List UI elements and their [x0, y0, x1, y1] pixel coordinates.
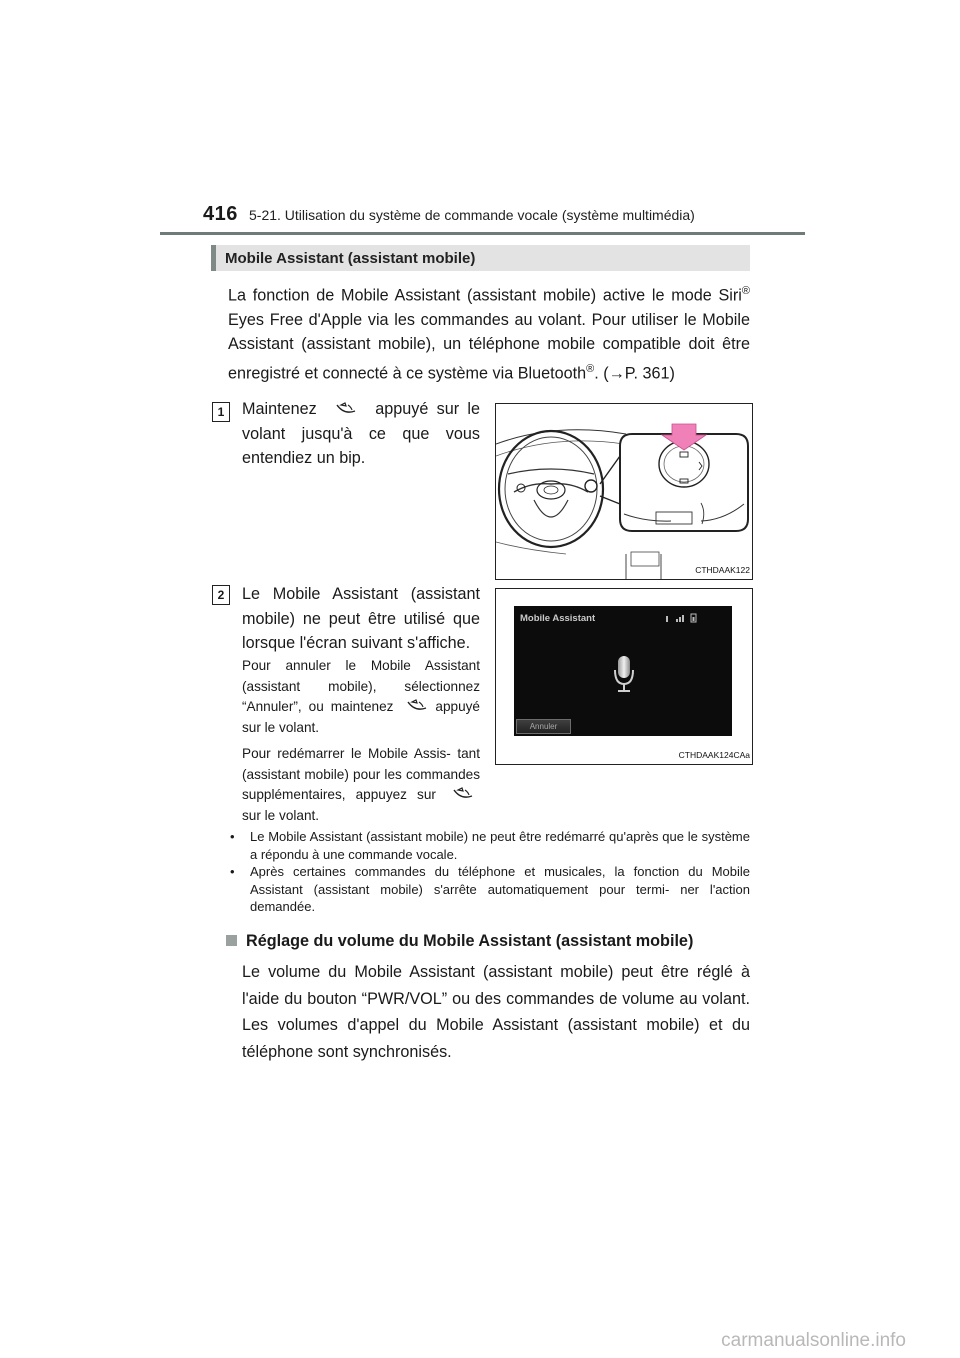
step1-text [242, 397, 480, 471]
bullet-dot: • [230, 864, 235, 879]
intro-paragraph [228, 279, 750, 386]
intro-text-2: Eyes Free d'Apple via les commandes au volant. Pour utiliser le Mobile Assistant (assistant mobile), un téléphone mobile compatible doit être enregistré et connecté à ce système via Bluetooth [228, 310, 750, 383]
screen-title: Mobile Assistant [520, 613, 596, 624]
header-rule [160, 232, 805, 235]
step1-text-before: Maintenez [242, 400, 317, 418]
cancel-button[interactable]: Annuler [516, 719, 571, 734]
step1-text-after: appuyé sur le volant jusqu'à ce que vous entendiez un bip. [242, 400, 480, 467]
step2-text: Le Mobile Assistant (assistant mobile) ne peut être utilisé que lorsque l'écran suivant s'affiche. [242, 585, 480, 652]
watermark: carmanualsonline.info [721, 1330, 906, 1351]
microphone-icon [612, 655, 636, 695]
steering-wheel-drawing [496, 404, 752, 579]
voice-talk-icon [406, 699, 428, 713]
voice-talk-icon [335, 402, 357, 416]
restart-text-before: Pour redémarrer le Mobile Assis- tant (assistant mobile) pour les commandes supplémentaires, appuyez sur [242, 746, 480, 802]
voice-talk-icon [452, 787, 474, 801]
restart-instructions [242, 744, 480, 826]
cancel-text-before: Pour annuler le Mobile Assistant (assistant mobile), sélectionnez “Annuler”, ou maintenez [242, 658, 480, 714]
step-badge-1: 1 [212, 402, 230, 422]
square-bullet-icon [226, 935, 237, 946]
list-item [226, 828, 750, 863]
mobile-assistant-screen-figure [495, 588, 753, 765]
subsection-title: Réglage du volume du Mobile Assistant (assistant mobile) [246, 932, 694, 950]
figure2-code: CTHDAAK124CAa [678, 750, 750, 760]
intro-text-1: La fonction de Mobile Assistant (assistant mobile) active le mode Siri [228, 286, 742, 305]
notes-list [226, 828, 750, 916]
steering-wheel-illustration [495, 403, 753, 580]
note-text: Le Mobile Assistant (assistant mobile) ne peut être redémarré qu'après que le système a répondu à une commande vocale. [250, 829, 750, 862]
step-badge-2: 2 [212, 585, 230, 605]
chapter-title: 5-21. Utilisation du système de commande vocale (système multimédia) [249, 207, 695, 223]
figure1-code: CTHDAAK122 [695, 565, 750, 575]
subsection-heading [226, 932, 693, 951]
mobile-assistant-screen [514, 606, 732, 736]
registered-mark: ® [741, 285, 750, 297]
note-text: Après certaines commandes du téléphone et musicales, la fonction du Mobile Assistant (assistant mobile) s'arrête automatiquement pour termi- ner l'action demandée. [250, 864, 750, 914]
restart-text-after: sur le volant. [242, 807, 320, 823]
page-number: 416 [203, 203, 238, 225]
bullet-dot: • [230, 829, 235, 844]
volume-paragraph: Le volume du Mobile Assistant (assistant mobile) peut être réglé à l'aide du bouton “PWR/VOL” ou des commandes de volume au volant. Les volumes d'appel du Mobile Assistant (assistant mobile) et du téléphone sont synchronisés. [242, 963, 750, 1061]
registered-mark: ® [586, 362, 595, 375]
cancel-text-after: appuyé sur le volant. [242, 699, 480, 735]
list-item [226, 863, 750, 916]
cancel-instructions [242, 656, 480, 738]
intro-text-3: . (→P. 361) [594, 364, 675, 383]
status-icons [666, 613, 702, 623]
section-accent [211, 245, 216, 271]
section-title-bar [211, 245, 750, 271]
section-title: Mobile Assistant (assistant mobile) [225, 250, 476, 267]
